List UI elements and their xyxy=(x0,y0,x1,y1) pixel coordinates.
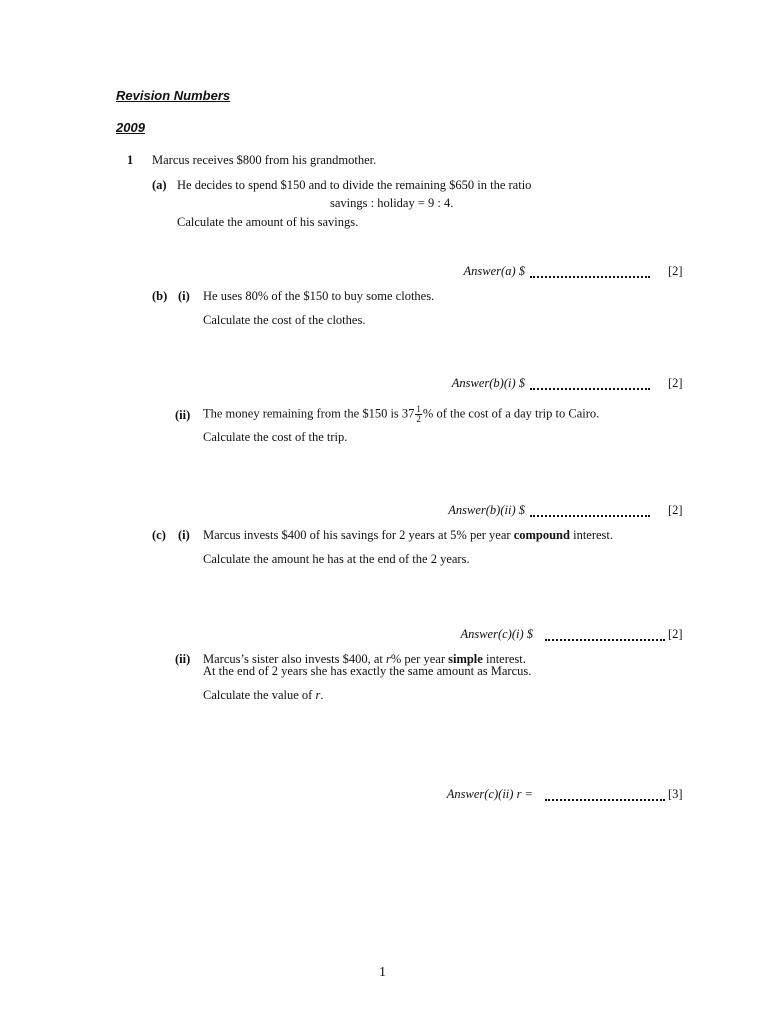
fraction-one-half xyxy=(415,405,422,424)
part-c-i-label: (i) xyxy=(178,528,190,542)
part-c-i-instruction: Calculate the amount he has at the end of the 2 years. xyxy=(203,552,470,566)
answer-c-ii-line[interactable] xyxy=(545,799,665,801)
fraction-numerator: 1 xyxy=(416,404,421,414)
answer-c-i-line[interactable] xyxy=(545,639,665,641)
part-b-label: (b) xyxy=(152,289,168,303)
answer-a-label: Answer(a) $ xyxy=(463,264,525,278)
part-b-i-text: He uses 80% of the $150 to buy some clothes. xyxy=(203,289,435,303)
part-c-label: (c) xyxy=(152,528,166,542)
part-c-ii-instruction xyxy=(203,688,323,703)
question-intro: Marcus receives $800 from his grandmother. xyxy=(152,153,377,167)
part-c-i-text-bold: compound xyxy=(513,528,570,542)
fraction-denominator: 2 xyxy=(416,414,421,424)
answer-b-ii-marks: [2] xyxy=(668,503,683,517)
part-c-ii-text-mid: % per year xyxy=(390,652,449,666)
answer-b-ii-label: Answer(b)(ii) $ xyxy=(448,503,525,517)
part-c-ii-instruction-before: Calculate the value of xyxy=(203,688,316,702)
answer-b-i-label: Answer(b)(i) $ xyxy=(451,376,525,390)
part-c-ii-line2: At the end of 2 years she has exactly the same amount as Marcus. xyxy=(203,664,532,678)
part-c-i-text-after: interest. xyxy=(569,528,614,542)
answer-b-i-marks: [2] xyxy=(668,376,683,390)
part-b-i-instruction: Calculate the cost of the clothes. xyxy=(203,313,366,327)
part-b-i-label: (i) xyxy=(178,289,190,303)
part-a-ratio: savings : holiday = 9 : 4. xyxy=(330,196,454,210)
part-b-ii-text xyxy=(203,405,599,424)
page-number: 1 xyxy=(379,965,386,980)
part-b-ii-label: (ii) xyxy=(175,408,191,422)
part-c-i-text xyxy=(203,528,613,543)
part-a-label: (a) xyxy=(152,178,167,192)
answer-c-i-label: Answer(c)(i) $ xyxy=(460,627,533,641)
question-number: 1 xyxy=(127,153,134,167)
part-c-ii-text-after: interest. xyxy=(482,652,526,666)
part-b-ii-text-before: The money remaining from the $150 is 37 xyxy=(203,406,415,421)
part-c-ii-text-before: Marcus’s sister also invests $400, at xyxy=(203,652,386,666)
part-a-instruction: Calculate the amount of his savings. xyxy=(177,215,359,229)
part-c-ii-text-bold: simple xyxy=(448,652,483,666)
part-a-text: He decides to spend $150 and to divide the remaining $650 in the ratio xyxy=(177,178,532,192)
answer-a-line[interactable] xyxy=(530,276,650,278)
variable-r: r xyxy=(385,652,391,666)
variable-r: r xyxy=(315,688,321,702)
answer-a-marks: [2] xyxy=(668,264,683,278)
answer-c-i-marks: [2] xyxy=(668,627,683,641)
answer-b-i-line[interactable] xyxy=(530,388,650,390)
answer-c-ii-label: Answer(c)(ii) r = xyxy=(446,787,533,801)
part-b-ii-text-after: % of the cost of a day trip to Cairo. xyxy=(422,406,600,421)
part-b-ii-instruction: Calculate the cost of the trip. xyxy=(203,430,348,444)
part-c-ii-instruction-after: . xyxy=(320,688,324,702)
part-c-ii-label: (ii) xyxy=(175,652,191,666)
document-year: 2009 xyxy=(116,120,145,135)
document-title: Revision Numbers xyxy=(116,88,231,103)
answer-c-ii-marks: [3] xyxy=(668,787,683,801)
answer-b-ii-line[interactable] xyxy=(530,515,650,517)
part-c-i-text-before: Marcus invests $400 of his savings for 2 years at 5% per year xyxy=(203,528,514,542)
